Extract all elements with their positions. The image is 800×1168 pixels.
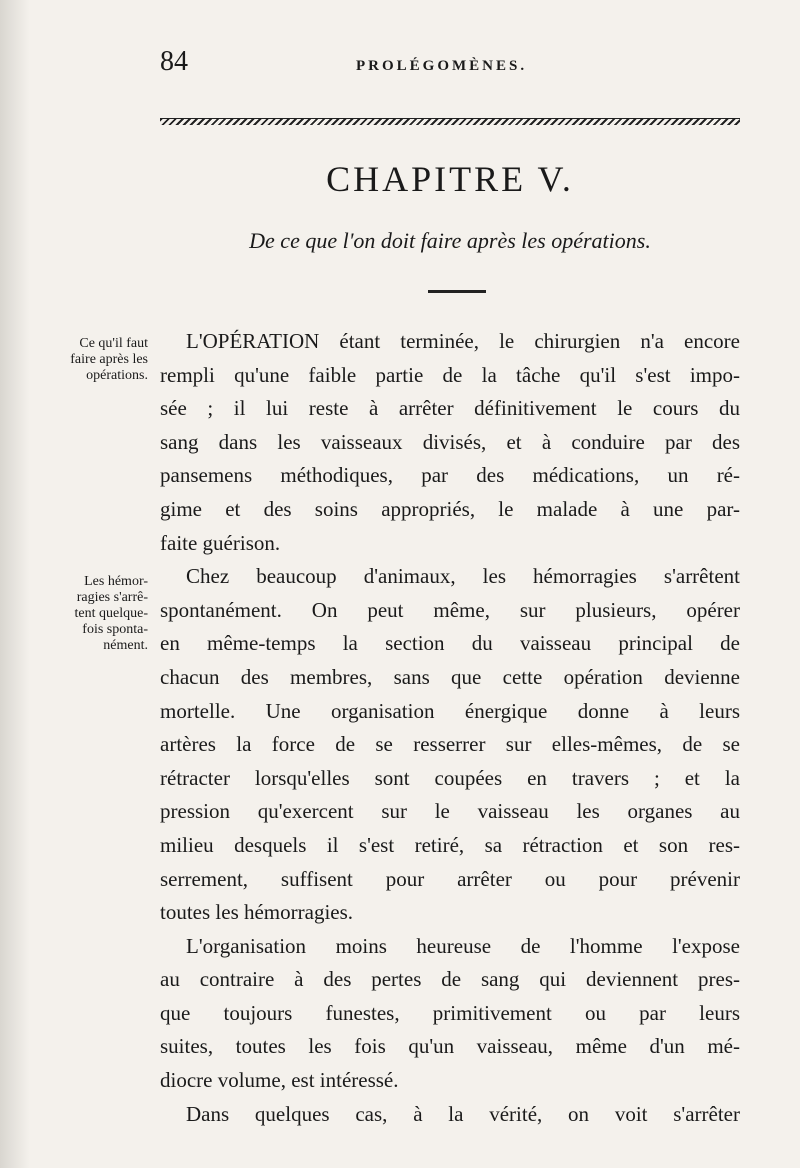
text-line: suites, toutes les fois qu'un vaisseau, même d'un mé- bbox=[160, 1034, 740, 1059]
text-line: que toujours funestes, primitivement ou par leurs bbox=[160, 1000, 740, 1025]
chapter-title: CHAPITRE V. bbox=[326, 159, 574, 199]
text-line: spontanément. On peut même, sur plusieurs, opérer bbox=[160, 597, 740, 622]
body-text bbox=[160, 325, 740, 1131]
margin-note-line: opérations. bbox=[86, 368, 148, 383]
text-line: milieu desquels il s'est retiré, sa rétraction et son res- bbox=[160, 832, 740, 857]
text-line: chacun des membres, sans que cette opération devienne bbox=[160, 664, 740, 689]
text-line: en même-temps la section du vaisseau principal de bbox=[160, 631, 740, 656]
text-line: sang dans les vaisseaux divisés, et à conduire par des bbox=[160, 429, 740, 454]
page-header bbox=[160, 46, 740, 80]
text-line: sée ; il lui reste à arrêter définitivement le cours du bbox=[160, 396, 740, 421]
text-line: pansemens méthodiques, par des médications, un ré- bbox=[160, 463, 740, 488]
text-line: diocre volume, est intéressé. bbox=[160, 1068, 399, 1093]
text-line: rempli qu'une faible partie de la tâche qu'il s'est impo- bbox=[160, 362, 740, 387]
text-line: faite guérison. bbox=[160, 530, 281, 555]
text-line: artères la force de se resserrer sur elles-mêmes, de se bbox=[160, 732, 740, 757]
text-line: serrement, suffisent pour arrêter ou pour prévenir bbox=[160, 866, 740, 891]
text-line-content: étant terminée, le chirurgien n'a encore bbox=[319, 329, 740, 353]
margin-note bbox=[20, 574, 148, 654]
text-line: gime et des soins appropriés, le malade à une par- bbox=[160, 496, 740, 521]
chapter-subtitle: De ce que l'on doit faire après les opérations. bbox=[249, 228, 651, 253]
text-line: Dans quelques cas, à la vérité, on voit s'arrêter bbox=[186, 1101, 740, 1126]
margin-note-line: nément. bbox=[103, 638, 148, 653]
text-line: toutes les hémorragies. bbox=[160, 900, 354, 925]
text-line: Chez beaucoup d'animaux, les hémorragies s'arrêtent bbox=[186, 564, 740, 589]
opening-word: L'OPÉRATION bbox=[186, 329, 320, 353]
decorative-rule bbox=[160, 118, 740, 125]
text-line: rétracter lorsqu'elles sont coupées en travers ; et la bbox=[160, 765, 740, 790]
text-line: L'organisation moins heureuse de l'homme l'expose bbox=[186, 933, 740, 958]
margin-note-line: tent quelque- bbox=[74, 606, 148, 621]
margin-note bbox=[20, 336, 148, 384]
text-line bbox=[160, 325, 740, 359]
page-number: 84 bbox=[160, 46, 188, 77]
margin-note-line: fois sponta- bbox=[82, 622, 148, 637]
margin-note-line: faire après les bbox=[70, 352, 148, 367]
text-line: mortelle. Une organisation énergique donne à leurs bbox=[160, 698, 740, 723]
margin-note-line: ragies s'arrê- bbox=[76, 590, 148, 605]
margin-note-line: Ce qu'il faut bbox=[79, 336, 148, 351]
margin-note-line: Les hémor- bbox=[84, 574, 148, 589]
text-line: au contraire à des pertes de sang qui deviennent pres- bbox=[160, 967, 740, 992]
text-line: pression qu'exercent sur le vaisseau les organes au bbox=[160, 799, 740, 824]
running-title: PROLÉGOMÈNES. bbox=[356, 58, 528, 74]
section-divider bbox=[428, 290, 486, 293]
